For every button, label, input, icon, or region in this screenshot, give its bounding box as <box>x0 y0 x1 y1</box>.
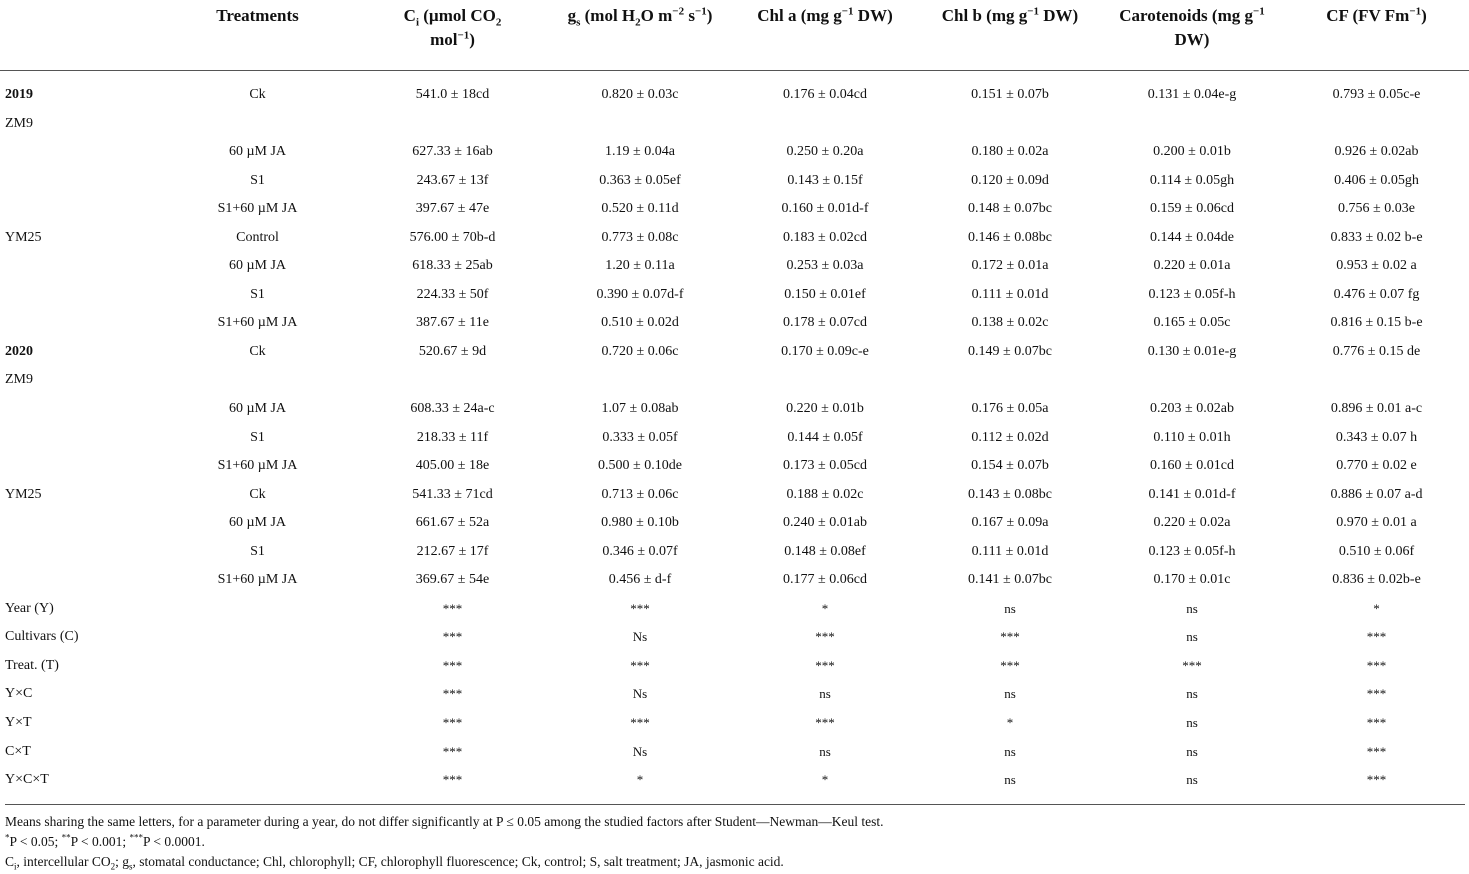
header-ci: $C_i$ (µmol $CO_2$ mol$^{-1}$) <box>355 0 550 71</box>
cf-cell: 0.970 ± 0.01 a <box>1336 515 1417 531</box>
chl-a-cell: 0.150 ± 0.01ef <box>784 286 866 302</box>
ci-cell: 576.00 ± 70b-d <box>409 229 496 245</box>
table-row <box>0 338 1469 367</box>
cf-cell: *** <box>1366 686 1387 702</box>
chl-b-cell <box>920 366 1100 395</box>
cf-cell: 0.833 ± 0.02 b-e <box>1330 229 1423 245</box>
cf-cell: 0.896 ± 0.01 a-c <box>1330 401 1423 417</box>
row-label: Y×C <box>5 686 33 702</box>
header-treatments: Treatments <box>160 0 355 71</box>
chl-a-cell: 0.143 ± 0.15f <box>787 172 863 188</box>
table-row <box>0 71 1469 110</box>
footnote-p-values: *P < 0.05; **P < 0.001; ***P < 0.0001. <box>5 832 205 849</box>
treatment-cell <box>160 738 355 767</box>
ci-cell: 541.33 ± 71cd <box>412 486 493 502</box>
chl-b-cell: ns <box>1004 600 1016 616</box>
cf-cell: 0.756 ± 0.03e <box>1338 201 1415 217</box>
ci-cell <box>355 366 550 395</box>
chl-a-cell: *** <box>815 657 835 673</box>
ci-cell: *** <box>442 686 463 702</box>
carotenoids-cell: ns <box>1186 600 1198 616</box>
chl-b-cell: 0.120 ± 0.09d <box>971 172 1049 188</box>
carotenoids-cell: ns <box>1186 772 1198 788</box>
table-row <box>0 167 1469 196</box>
carotenoids-cell: 0.200 ± 0.01b <box>1153 144 1231 160</box>
table-row <box>0 709 1469 738</box>
table-row <box>0 766 1469 795</box>
gs-cell: *** <box>630 600 650 616</box>
cf-cell: 0.953 ± 0.02 a <box>1336 258 1417 274</box>
gs-cell: 0.390 ± 0.07d-f <box>596 286 684 302</box>
chl-b-cell: 0.154 ± 0.07b <box>971 458 1049 474</box>
table-row <box>0 652 1469 681</box>
chl-b-cell: 0.172 ± 0.01a <box>971 258 1049 274</box>
chl-b-cell: 0.143 ± 0.08bc <box>968 486 1052 502</box>
treatment-cell: S1+60 µM JA <box>217 201 298 217</box>
ci-cell: 405.00 ± 18e <box>415 458 490 474</box>
cf-cell: 0.926 ± 0.02ab <box>1334 144 1419 160</box>
cf-cell: *** <box>1366 715 1387 731</box>
ci-cell: *** <box>442 629 463 645</box>
chl-a-cell: 0.220 ± 0.01b <box>786 401 864 417</box>
treatment-cell: S1+60 µM JA <box>217 572 298 588</box>
cf-cell: *** <box>1366 629 1387 645</box>
carotenoids-cell: 0.203 ± 0.02ab <box>1150 401 1234 417</box>
row-label: ZM9 <box>5 372 33 388</box>
row-label <box>0 395 160 424</box>
row-label <box>0 566 160 595</box>
treatment-cell: Ck <box>249 343 266 359</box>
chl-a-cell: 0.160 ± 0.01d-f <box>781 201 869 217</box>
row-label: ZM9 <box>5 115 33 131</box>
gs-cell: 0.346 ± 0.07f <box>602 543 678 559</box>
gs-cell: 0.333 ± 0.05f <box>602 429 678 445</box>
cf-cell: *** <box>1366 657 1387 673</box>
treatment-cell: 60 µM JA <box>228 401 287 417</box>
chl-b-cell: 0.176 ± 0.05a <box>971 401 1049 417</box>
gs-cell <box>550 366 730 395</box>
row-label <box>0 195 160 224</box>
treatment-cell: Ck <box>249 87 266 102</box>
treatment-cell <box>160 595 355 624</box>
chl-b-cell: 0.141 ± 0.07bc <box>968 572 1052 588</box>
row-label: 2020 <box>5 343 33 359</box>
carotenoids-cell: ns <box>1186 743 1198 759</box>
table-row <box>0 509 1469 538</box>
chl-b-cell: 0.111 ± 0.01d <box>971 286 1049 302</box>
gs-cell: 0.720 ± 0.06c <box>601 343 679 359</box>
carotenoids-cell: 0.144 ± 0.04de <box>1150 229 1234 245</box>
carotenoids-cell: 0.159 ± 0.06cd <box>1150 201 1234 217</box>
chl-a-cell: * <box>821 772 829 788</box>
header-carotenoids: Carotenoids (mg $g^{-1}$ DW) <box>1100 0 1284 71</box>
carotenoids-cell: 0.170 ± 0.01c <box>1153 572 1231 588</box>
gs-cell: 0.510 ± 0.02d <box>601 315 679 331</box>
chl-b-cell: * <box>1006 715 1014 731</box>
treatment-cell: S1 <box>250 172 265 188</box>
carotenoids-cell: 0.114 ± 0.05gh <box>1149 172 1235 188</box>
carotenoids-cell <box>1100 110 1284 139</box>
treatment-cell: 60 µM JA <box>228 144 287 160</box>
ci-cell: 661.67 ± 52a <box>415 515 490 531</box>
table-body <box>0 71 1469 795</box>
row-label <box>0 509 160 538</box>
table-row <box>0 309 1469 338</box>
table-row <box>0 395 1469 424</box>
cf-cell: *** <box>1366 772 1387 788</box>
cf-cell: 0.886 ± 0.07 a-d <box>1330 486 1423 502</box>
footnote-abbreviations: $C_i$, intercellular $CO_2$; $g_s$, stomatal conductance; Chl, chlorophyll; CF, chlorophyll fluorescence; Ck, control; S, salt treatment; JA, jasmonic acid. <box>5 854 784 872</box>
chl-a-cell: 0.173 ± 0.05cd <box>783 458 867 474</box>
cf-cell: 0.476 ± 0.07 fg <box>1333 286 1420 302</box>
chl-b-cell: 0.111 ± 0.01d <box>971 543 1049 559</box>
row-label: Treat. (T) <box>5 657 59 673</box>
ci-cell: 541.0 ± 18cd <box>415 87 490 102</box>
gs-cell: 0.773 ± 0.08c <box>601 229 679 245</box>
cf-cell: 0.770 ± 0.02 e <box>1336 458 1417 474</box>
row-label <box>0 538 160 567</box>
chl-b-cell: 0.151 ± 0.07b <box>971 87 1049 102</box>
row-label <box>0 281 160 310</box>
gs-cell: Ns <box>632 743 648 759</box>
chl-b-cell: 0.112 ± 0.02d <box>971 429 1049 445</box>
chl-a-cell: 0.178 ± 0.07cd <box>783 315 867 331</box>
treatment-cell <box>160 623 355 652</box>
carotenoids-cell: 0.220 ± 0.01a <box>1153 258 1231 274</box>
row-label: Y×T <box>5 715 32 731</box>
chl-b-cell: 0.148 ± 0.07bc <box>968 201 1052 217</box>
chl-b-cell: 0.138 ± 0.02c <box>971 315 1049 331</box>
table-row <box>0 195 1469 224</box>
gs-cell: 0.713 ± 0.06c <box>601 486 679 502</box>
row-label: Cultivars (C) <box>5 629 79 645</box>
ci-cell: 218.33 ± 11f <box>416 429 489 445</box>
table-row <box>0 224 1469 253</box>
treatment-cell <box>160 709 355 738</box>
chl-b-cell: 0.149 ± 0.07bc <box>968 343 1052 359</box>
treatment-cell <box>160 110 355 139</box>
header-chl-b: Chl b (mg $g^{-1}$ DW) <box>920 0 1100 71</box>
cf-cell: 0.816 ± 0.15 b-e <box>1330 315 1423 331</box>
ci-cell: 243.67 ± 13f <box>416 172 489 188</box>
carotenoids-cell: 0.220 ± 0.02a <box>1153 515 1231 531</box>
cf-cell: 0.793 ± 0.05c-e <box>1332 87 1421 102</box>
gs-cell: 0.520 ± 0.11d <box>601 201 679 217</box>
gs-cell: 0.980 ± 0.10b <box>601 515 679 531</box>
chl-b-cell <box>920 110 1100 139</box>
row-label: YM25 <box>5 229 42 245</box>
chl-b-cell: *** <box>1000 629 1020 645</box>
chl-a-cell: 0.253 ± 0.03a <box>786 258 864 274</box>
chl-b-cell: ns <box>1004 743 1016 759</box>
chl-a-cell: 0.183 ± 0.02cd <box>783 229 867 245</box>
carotenoids-cell: ns <box>1186 715 1198 731</box>
chl-a-cell: 0.250 ± 0.20a <box>786 144 864 160</box>
table-row <box>0 680 1469 709</box>
cf-cell <box>1284 110 1469 139</box>
chl-b-cell: ns <box>1004 686 1016 702</box>
carotenoids-cell: 0.110 ± 0.01h <box>1153 429 1231 445</box>
treatment-cell: Control <box>236 229 279 245</box>
ci-cell: 608.33 ± 24a-c <box>410 401 495 417</box>
chl-a-cell: * <box>821 600 829 616</box>
ci-cell: 627.33 ± 16ab <box>412 144 493 160</box>
header-row <box>0 0 1469 71</box>
table-row <box>0 566 1469 595</box>
table-row <box>0 366 1469 395</box>
treatment-cell: 60 µM JA <box>228 258 287 274</box>
treatment-cell: S1 <box>250 286 265 302</box>
row-label <box>0 424 160 453</box>
chl-a-cell: ns <box>819 686 831 702</box>
table-row <box>0 281 1469 310</box>
table-row <box>0 623 1469 652</box>
row-label: 2019 <box>5 87 33 102</box>
gs-cell: 1.19 ± 0.04a <box>605 144 675 160</box>
treatment-cell: S1 <box>250 543 265 559</box>
carotenoids-cell: ns <box>1186 629 1198 645</box>
table-row <box>0 252 1469 281</box>
chl-a-cell: 0.144 ± 0.05f <box>787 429 863 445</box>
gs-cell: 0.456 ± d-f <box>608 572 672 588</box>
row-label: C×T <box>5 743 31 759</box>
row-label <box>0 252 160 281</box>
row-label <box>0 167 160 196</box>
gs-cell: 0.820 ± 0.03c <box>601 87 679 102</box>
gs-cell <box>550 110 730 139</box>
chl-b-cell: 0.146 ± 0.08bc <box>968 229 1052 245</box>
gs-cell: Ns <box>632 629 648 645</box>
cf-cell: 0.776 ± 0.15 de <box>1332 343 1421 359</box>
gs-cell: *** <box>630 657 650 673</box>
carotenoids-cell: 0.130 ± 0.01e-g <box>1147 343 1237 359</box>
carotenoids-cell: *** <box>1182 657 1202 673</box>
carotenoids-cell: 0.123 ± 0.05f-h <box>1148 543 1236 559</box>
gs-cell: 0.500 ± 0.10de <box>598 458 682 474</box>
chl-a-cell: *** <box>815 715 835 731</box>
treatment-cell: S1 <box>250 429 265 445</box>
ci-cell: 369.67 ± 54e <box>415 572 490 588</box>
carotenoids-cell: 0.131 ± 0.04e-g <box>1147 87 1237 102</box>
table-row <box>0 110 1469 139</box>
table-row <box>0 538 1469 567</box>
ci-cell: 397.67 ± 47e <box>415 201 490 217</box>
cf-cell: * <box>1373 600 1380 616</box>
row-label <box>0 452 160 481</box>
chl-b-cell: *** <box>1000 657 1020 673</box>
gs-cell: 1.20 ± 0.11a <box>605 258 675 274</box>
chl-a-cell: 0.148 ± 0.08ef <box>784 543 866 559</box>
chl-a-cell: 0.188 ± 0.02c <box>786 486 864 502</box>
carotenoids-cell: 0.141 ± 0.01d-f <box>1148 486 1236 502</box>
chl-a-cell <box>730 110 920 139</box>
carotenoids-cell: 0.160 ± 0.01cd <box>1150 458 1234 474</box>
header-gs: $g_s$ (mol $H_2O$ $m^{-2}$ $s^{-1}$) <box>550 0 730 71</box>
gs-cell: Ns <box>632 686 648 702</box>
gs-cell: *** <box>630 715 650 731</box>
cf-cell <box>1284 366 1469 395</box>
header-chl-a: Chl a (mg $g^{-1}$ DW) <box>730 0 920 71</box>
ci-cell: *** <box>442 743 463 759</box>
footnote-significance: Means sharing the same letters, for a parameter during a year, do not differ significantly at P ≤ 0.05 among the studied factors after Student—Newman—Keul test. <box>5 814 884 829</box>
chl-a-cell <box>730 366 920 395</box>
table-row <box>0 595 1469 624</box>
chl-b-cell: ns <box>1004 772 1016 788</box>
cf-cell: 0.406 ± 0.05gh <box>1334 172 1419 188</box>
treatment-cell: S1+60 µM JA <box>217 458 298 474</box>
row-label: YM25 <box>5 486 42 502</box>
chl-a-cell: 0.170 ± 0.09c-e <box>781 343 869 359</box>
treatment-cell: 60 µM JA <box>228 515 287 531</box>
carotenoids-cell: 0.123 ± 0.05f-h <box>1148 286 1236 302</box>
ci-cell: *** <box>442 772 463 788</box>
ci-cell: *** <box>442 715 463 731</box>
treatment-cell <box>160 680 355 709</box>
cf-cell: 0.510 ± 0.06f <box>1338 543 1415 559</box>
table-row <box>0 138 1469 167</box>
cf-cell: *** <box>1366 743 1387 759</box>
cf-cell: 0.343 ± 0.07 h <box>1335 429 1418 445</box>
gs-cell: 1.07 ± 0.08ab <box>601 401 679 417</box>
treatment-cell <box>160 366 355 395</box>
chl-b-cell: 0.180 ± 0.02a <box>971 144 1049 160</box>
table-row <box>0 738 1469 767</box>
treatment-cell <box>160 652 355 681</box>
chl-a-cell: *** <box>815 629 835 645</box>
gs-cell: 0.363 ± 0.05ef <box>599 172 681 188</box>
row-label <box>0 309 160 338</box>
header-cf: CF (FV $Fm^{-1}$) <box>1284 0 1469 71</box>
carotenoids-cell: ns <box>1186 686 1198 702</box>
ci-cell: 520.67 ± 9d <box>418 343 487 359</box>
row-label: Year (Y) <box>5 600 54 616</box>
ci-cell: *** <box>442 600 463 616</box>
ci-cell: 224.33 ± 50f <box>416 286 489 302</box>
ci-cell: 212.67 ± 17f <box>416 543 489 559</box>
table-row <box>0 481 1469 510</box>
table-row <box>0 452 1469 481</box>
ci-cell <box>355 110 550 139</box>
cf-cell: 0.836 ± 0.02b-e <box>1332 572 1421 588</box>
row-label <box>0 138 160 167</box>
ci-cell: 387.67 ± 11e <box>416 315 489 331</box>
table-footnotes <box>5 804 1465 872</box>
ci-cell: 618.33 ± 25ab <box>412 258 493 274</box>
header-empty <box>0 0 160 71</box>
carotenoids-cell: 0.165 ± 0.05c <box>1153 315 1231 331</box>
treatment-cell: S1+60 µM JA <box>217 315 298 331</box>
gs-cell: * <box>636 772 644 788</box>
chl-b-cell: 0.167 ± 0.09a <box>971 515 1049 531</box>
table-row <box>0 424 1469 453</box>
treatment-cell: Ck <box>249 486 266 502</box>
chl-a-cell: 0.176 ± 0.04cd <box>783 87 867 102</box>
row-label: Y×C×T <box>5 772 49 788</box>
chl-a-cell: ns <box>819 743 831 759</box>
treatment-cell <box>160 766 355 795</box>
chl-a-cell: 0.177 ± 0.06cd <box>783 572 867 588</box>
ci-cell: *** <box>442 657 463 673</box>
carotenoids-cell <box>1100 366 1284 395</box>
chl-a-cell: 0.240 ± 0.01ab <box>783 515 867 531</box>
